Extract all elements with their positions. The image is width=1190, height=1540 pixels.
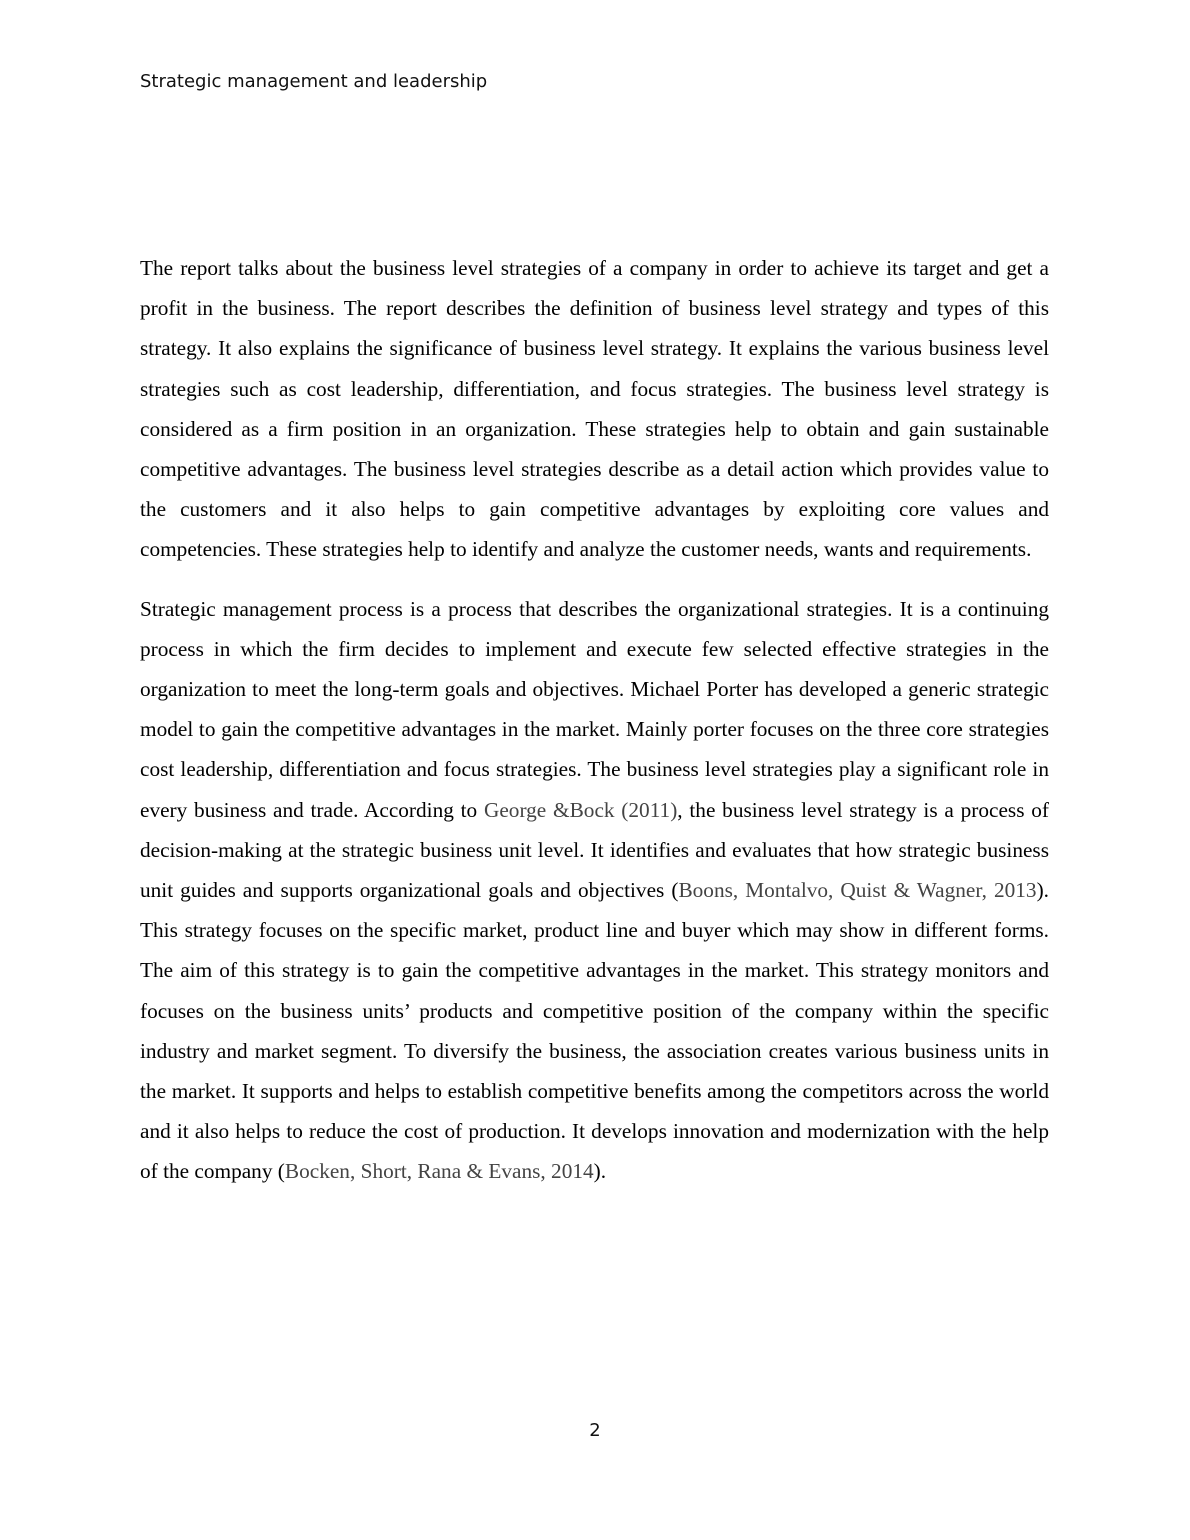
paragraph-text: Strategic management process is a process that describes the organizational strategies. It is a continuing process in which the firm decides to implement and execute few selected effective strategies in the organization to meet the long-term goals and objectives. Michael Porter has developed a generic strategic model to gain the competitive advantages in the market. Mainly porter focuses on the three core strategies cost leadership, differentiation and focus strategies. The business level strategies play a significant role in every business and trade. According to: [140, 596, 1049, 822]
paragraph-intro: The report talks about the business level strategies of a company in order to achieve its target and get a profit in the business. The report describes the definition of business level strategy and types of this strategy. It also explains the significance of business level strategy. It explains the various business level strategies such as cost leadership, differentiation, and focus strategies. The business level strategy is considered as a firm position in an organization. These strategies help to obtain and gain sustainable competitive advantages. The business level strategies describe as a detail action which provides value to the customers and it also helps to gain competitive advantages by exploiting core values and competencies. These strategies help to identify and analyze the customer needs, wants and requirements.: [140, 256, 1049, 562]
citation-bocken: Bocken, Short, Rana & Evans, 2014: [284, 1159, 594, 1184]
paragraph-strategic-management: [140, 589, 1049, 1192]
body-text: [140, 248, 1049, 1211]
running-header: Strategic management and leadership: [140, 71, 488, 92]
paragraph-text: ). This strategy focuses on the specific market, product line and buyer which may show in different forms. The aim of this strategy is to gain the competitive advantages in the market. This strategy monitors and focuses on the business units’ products and competitive position of the company within the specific industry and market segment. To diversify the business, the association creates various business units in the market. It supports and helps to establish competitive benefits among the competitors across the world and it also helps to reduce the cost of production. It develops innovation and modernization with the help of the company (: [140, 878, 1049, 1184]
paragraph-text: ).: [593, 1159, 607, 1184]
citation-george-bock: George &Bock (2011): [483, 797, 678, 822]
paragraph-text: , the business level strategy is a process of decision-making at the strategic business unit level. It identifies and evaluates that how strategic business unit guides and supports organizational goals and objectives (: [140, 797, 1049, 903]
citation-boons: Boons, Montalvo, Quist & Wagner, 2013: [678, 878, 1037, 903]
page-number: 2: [589, 1420, 601, 1441]
